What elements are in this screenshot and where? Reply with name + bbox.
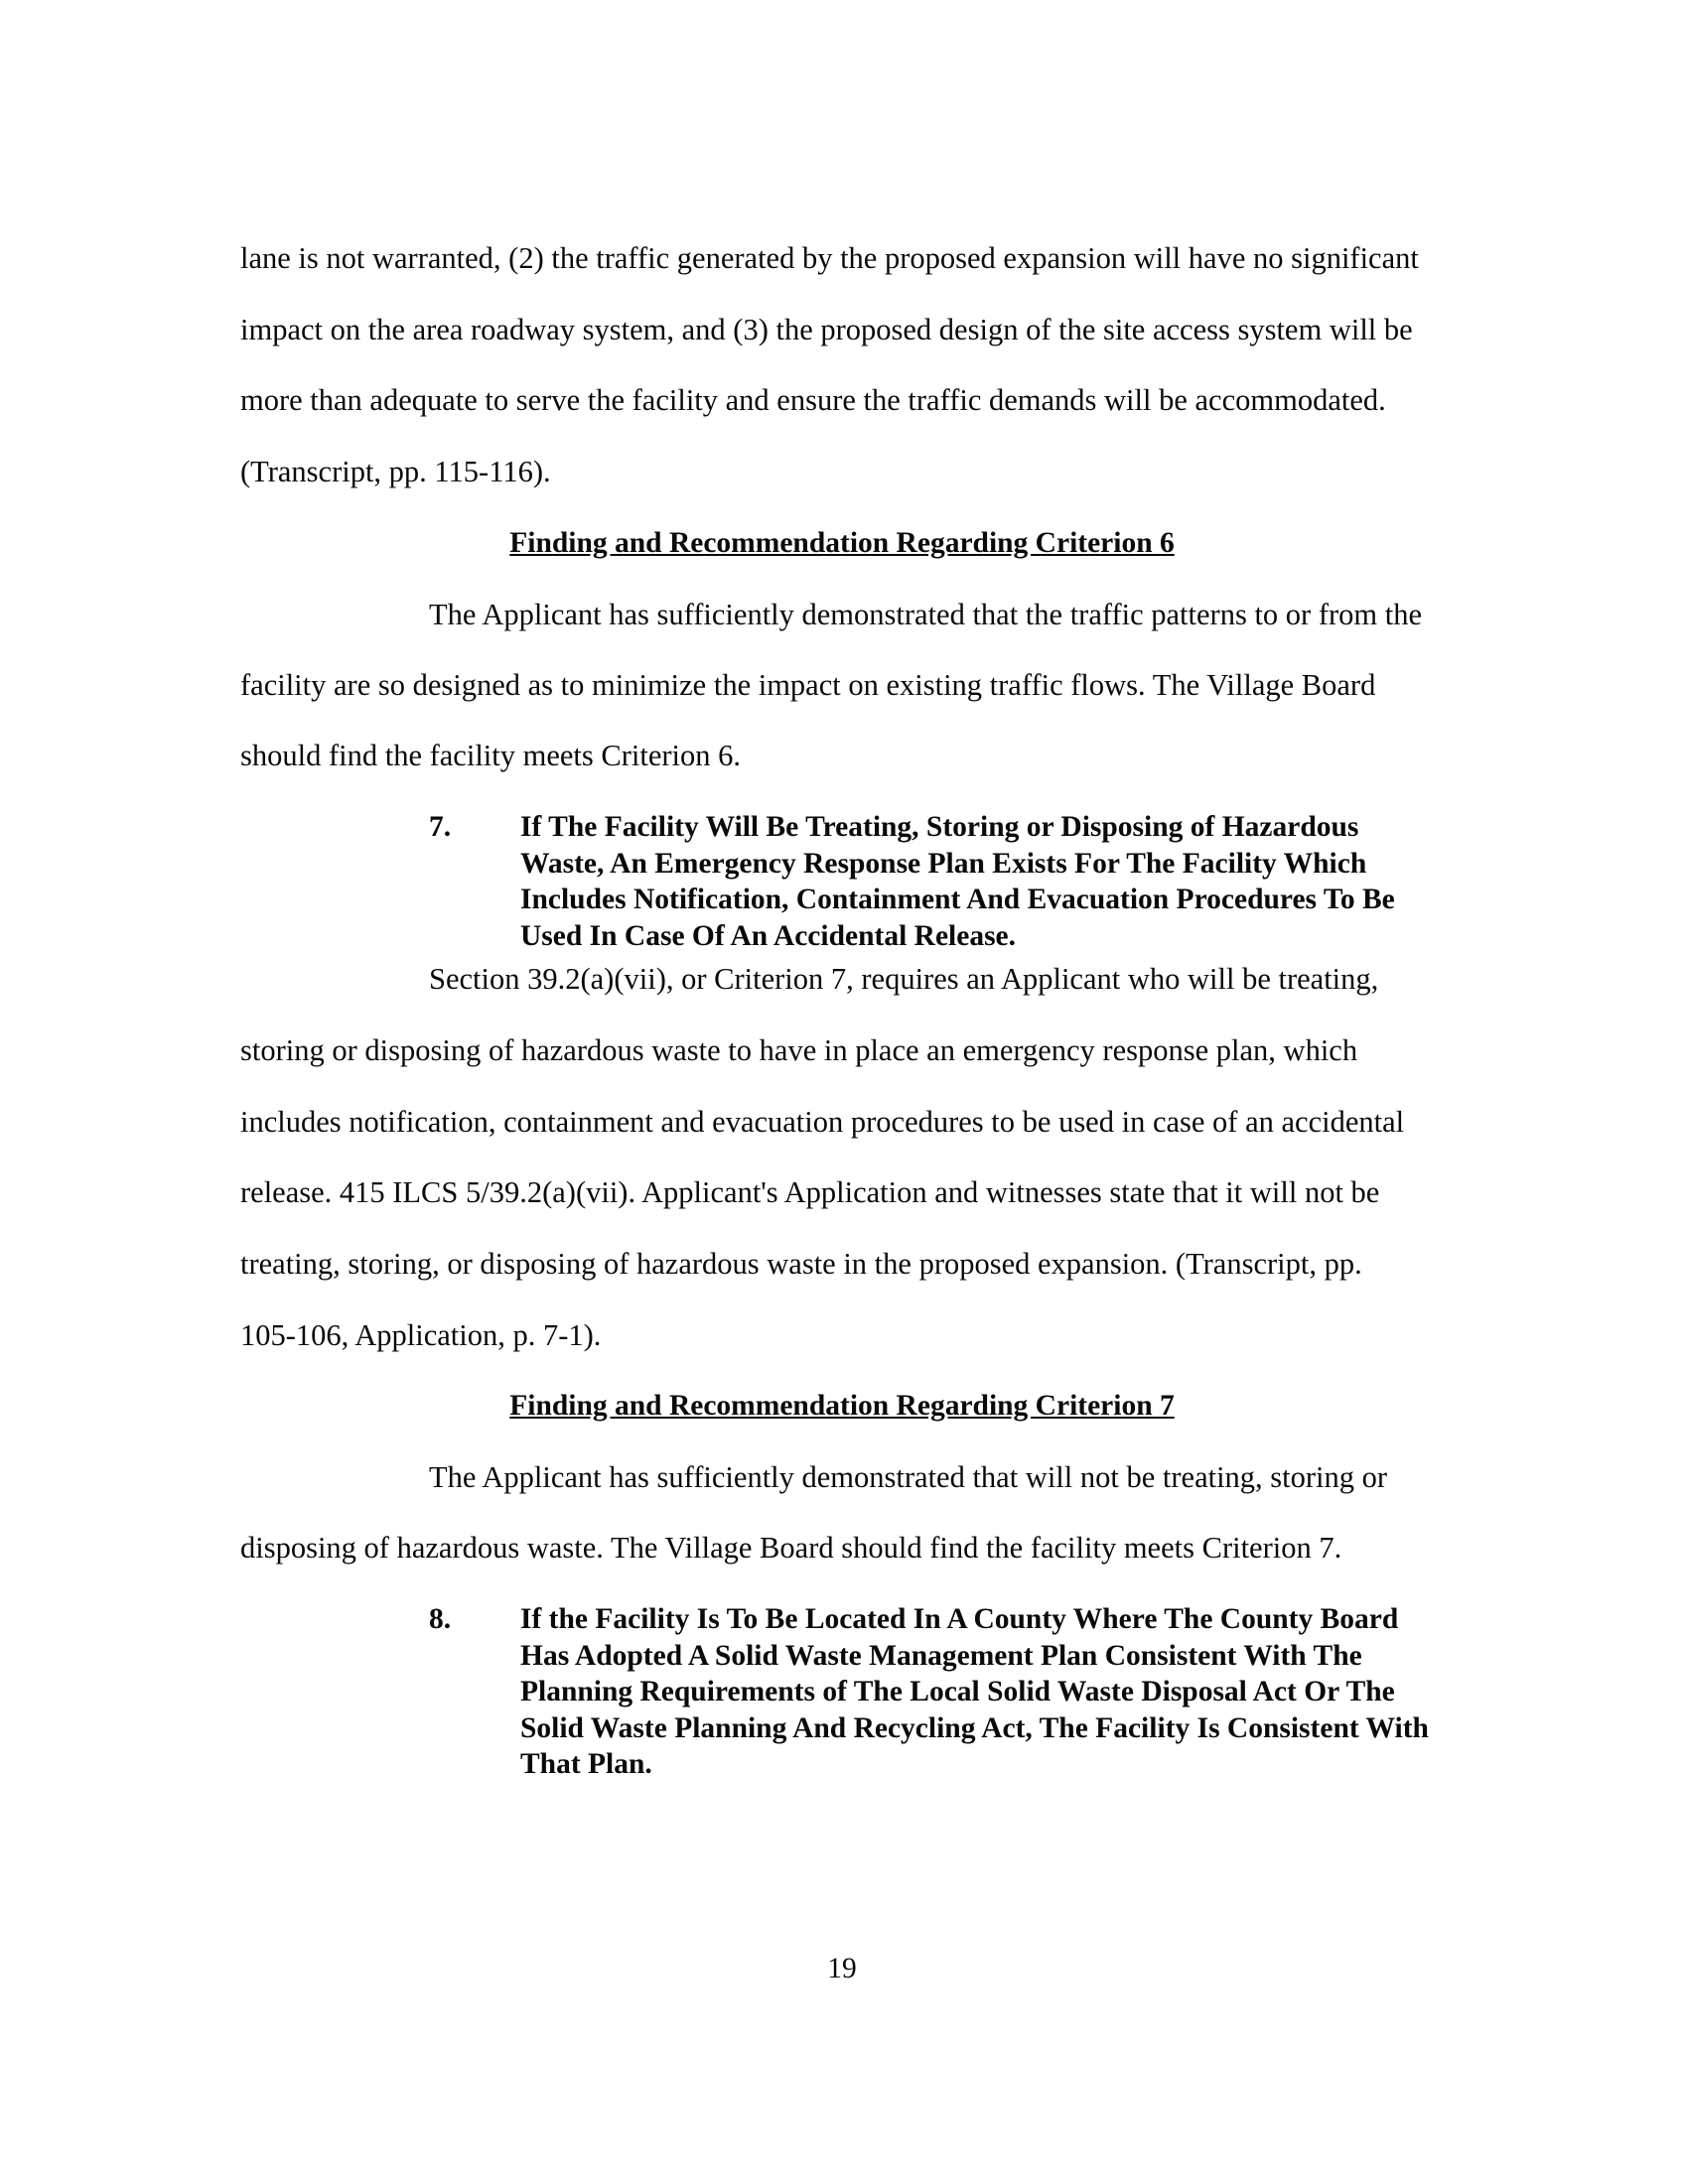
paragraph-line: lane is not warranted, (2) the traffic generated by the proposed expansion will have no significant [240,241,1419,275]
section-heading-criterion-7: Finding and Recommendation Regarding Criterion 7 [509,1390,1175,1422]
paragraph-line: storing or disposing of hazardous waste to have in place an emergency response plan, which [240,1033,1358,1067]
paragraph-line: release. 415 ILCS 5/39.2(a)(vii). Applicant's Application and witnesses state that it will not be [240,1175,1380,1209]
paragraph-line: more than adequate to serve the facility and ensure the traffic demands will be accommodated. [240,383,1386,417]
paragraph-line: The Applicant has sufficiently demonstrated that the traffic patterns to or from the [429,598,1422,631]
criterion-8-heading: If the Facility Is To Be Located In A County Where The County Board Has Adopted A Solid Waste Management Plan Consistent With The Planning Requirements of The Local Solid Waste Disposal Act Or The Solid Waste Planning And Recycling Act, The Facility Is Consistent With That Plan. [520,1603,1429,1780]
criterion-7-heading: If The Facility Will Be Treating, Storing or Disposing of Hazardous Waste, An Emergency Response Plan Exists For The Facility Which Includes Notification, Containment And Evacuation Procedures To Be Used In Case Of An Accidental Release. [520,811,1395,952]
paragraph-line: should find the facility meets Criterion 6. [240,739,741,772]
paragraph-line: impact on the area roadway system, and (3) the proposed design of the site access system will be [240,313,1413,346]
paragraph-line: Section 39.2(a)(vii), or Criterion 7, requires an Applicant who will be treating, [429,962,1379,996]
paragraph-line: 105-106, Application, p. 7-1). [240,1318,602,1352]
paragraph-line: facility are so designed as to minimize the impact on existing traffic flows. The Village Board [240,668,1376,702]
paragraph-line: disposing of hazardous waste. The Village Board should find the facility meets Criterion 7. [240,1531,1342,1565]
paragraph-line: (Transcript, pp. 115-116). [240,455,551,488]
section-heading-criterion-6: Finding and Recommendation Regarding Criterion 6 [509,527,1175,559]
page-number: 19 [827,1953,857,1984]
criterion-8-number: 8. [429,1603,452,1635]
criterion-7-number: 7. [429,811,452,843]
paragraph-line: treating, storing, or disposing of hazardous waste in the proposed expansion. (Transcript, pp. [240,1247,1362,1281]
paragraph-line: includes notification, containment and evacuation procedures to be used in case of an accidental [240,1105,1405,1139]
paragraph-line: The Applicant has sufficiently demonstrated that will not be treating, storing or [429,1460,1388,1494]
